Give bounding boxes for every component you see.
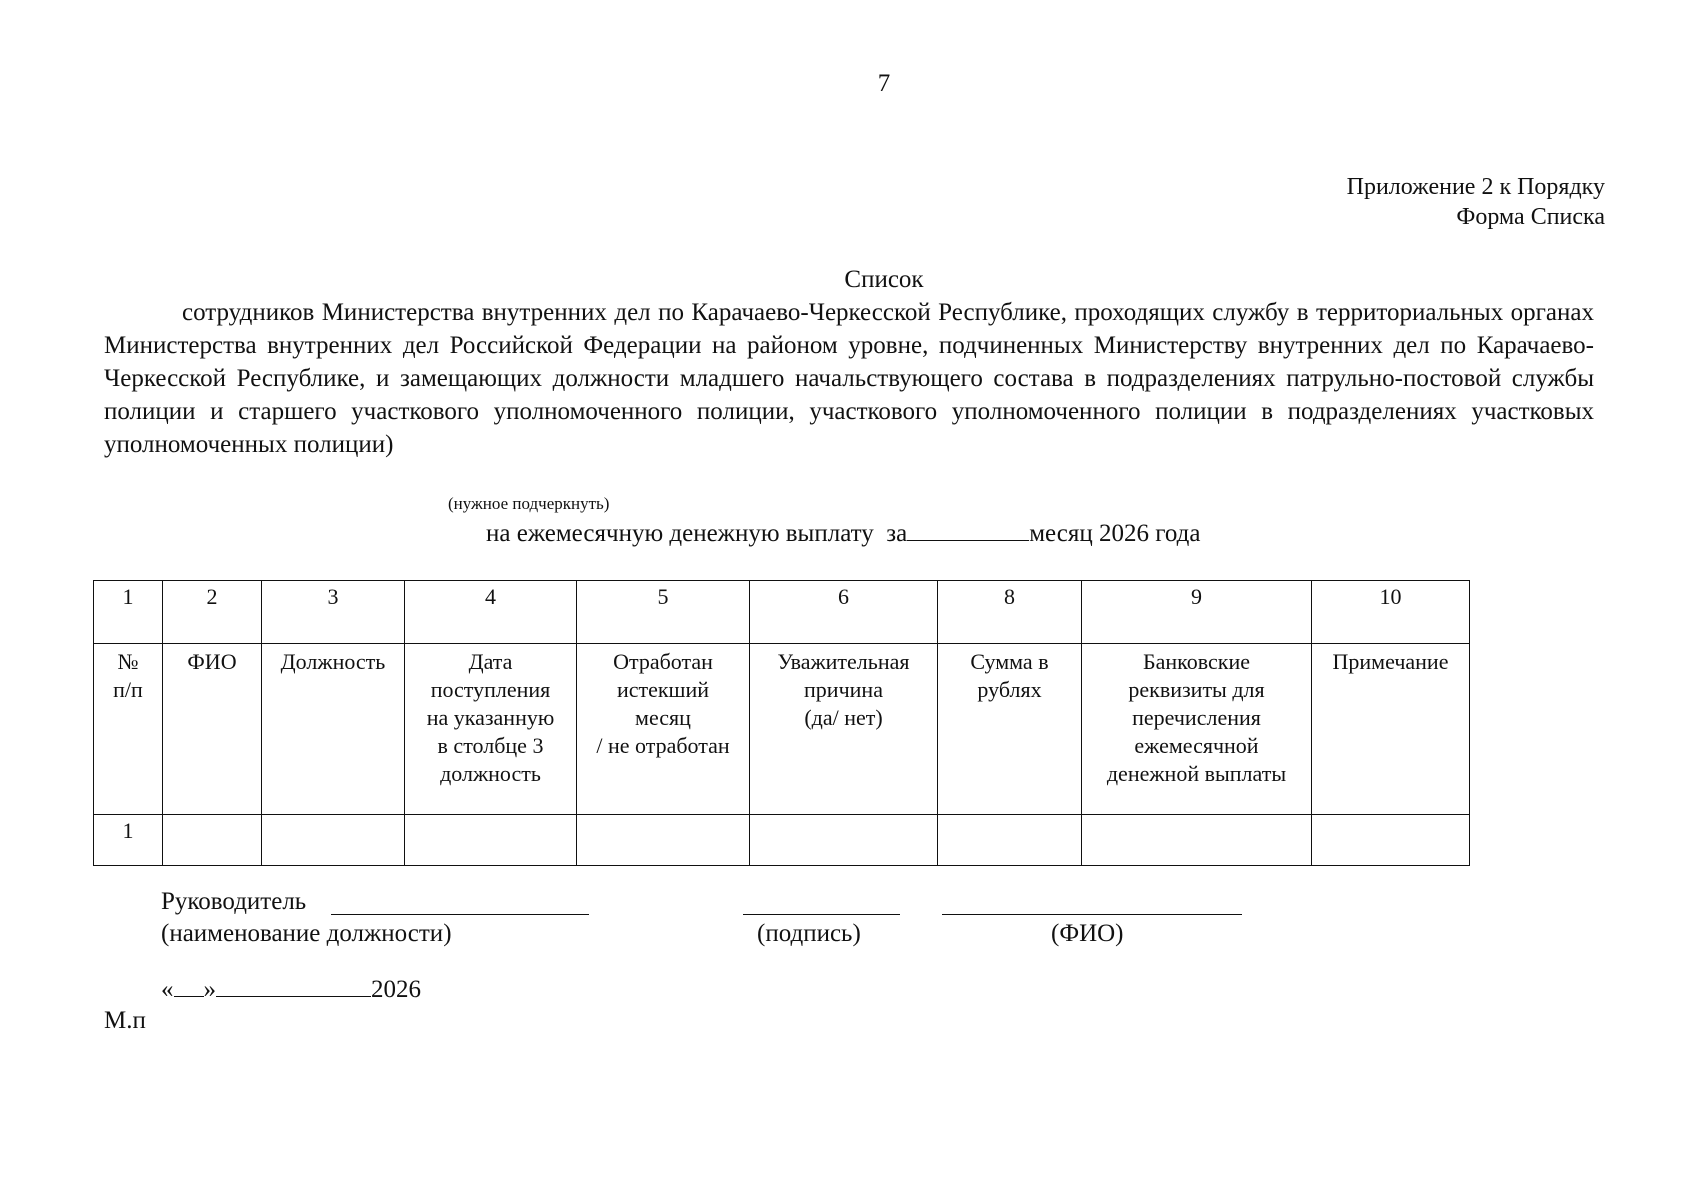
column-header-cell: Дата поступления на указанную в столбце 3 должность xyxy=(405,644,577,815)
column-number-cell: 10 xyxy=(1312,581,1470,644)
appendix-line: Приложение 2 к Порядку xyxy=(1346,174,1605,200)
column-numbers-row xyxy=(94,581,1470,644)
month-blank xyxy=(907,519,1029,541)
document-title: Список xyxy=(844,266,924,293)
signature-line xyxy=(743,914,900,915)
period-prefix: на ежемесячную денежную выплату за xyxy=(486,520,908,547)
appendix-note xyxy=(1347,172,1605,232)
column-header-cell: ФИО xyxy=(163,644,262,815)
column-number-cell: 4 xyxy=(405,581,577,644)
column-headers-row xyxy=(94,644,1470,815)
day-blank xyxy=(174,975,204,997)
column-header-cell: Примечание xyxy=(1312,644,1470,815)
payment-list-table xyxy=(93,580,1470,866)
column-number-cell: 2 xyxy=(163,581,262,644)
name-caption: (ФИО) xyxy=(1051,920,1124,947)
table-cell xyxy=(405,815,577,866)
date-close-quote: » xyxy=(203,976,216,1003)
date-open-quote: « xyxy=(161,976,174,1003)
head-label: Руководитель xyxy=(161,888,307,915)
table-cell xyxy=(938,815,1082,866)
position-caption: (наименование должности) xyxy=(161,920,452,947)
column-number-cell: 5 xyxy=(577,581,750,644)
column-header-cell: Отработан истекший месяц / не отработан xyxy=(577,644,750,815)
column-number-cell: 6 xyxy=(750,581,938,644)
table-cell xyxy=(750,815,938,866)
column-number-cell: 9 xyxy=(1082,581,1312,644)
page-number: 7 xyxy=(877,70,891,97)
column-header-cell: Должность xyxy=(262,644,405,815)
table-cell xyxy=(1312,815,1470,866)
underline-hint: (нужное подчеркнуть) xyxy=(448,494,610,513)
column-header-cell: № п/п xyxy=(94,644,163,815)
period-suffix: месяц 2026 года xyxy=(1029,520,1201,547)
column-number-cell: 1 xyxy=(94,581,163,644)
table-row xyxy=(94,815,1470,866)
table-cell xyxy=(262,815,405,866)
date-line xyxy=(161,975,421,1004)
position-line xyxy=(331,914,589,915)
column-header-cell: Уважительная причина (да/ нет) xyxy=(750,644,938,815)
signature-caption: (подпись) xyxy=(757,920,861,947)
column-number-cell: 8 xyxy=(938,581,1082,644)
table-cell xyxy=(577,815,750,866)
month-year-blank xyxy=(216,975,371,997)
table-cell: 1 xyxy=(94,815,163,866)
name-line xyxy=(942,914,1242,915)
column-header-cell: Банковские реквизиты для перечисления ежемесячной денежной выплаты xyxy=(1082,644,1312,815)
date-year: 2026 xyxy=(371,976,421,1003)
document-subtitle: сотрудников Министерства внутренних дел по Карачаево-Черкесской Республике, проходящих службу в территориальных органах Министерства внутренних дел Российской Федерации на районом уровне, подчиненных Министерству внутренних дел по Карачаево-Черкесской Республике, и замещающих должности младшего начальствующего состава в подразделениях патрульно-постовой службы полиции и старшего участкового уполномоченного полиции, участкового уполномоченного полиции в подразделениях участковых уполномоченных полиции) xyxy=(104,299,1594,458)
stamp-mark: М.п xyxy=(104,1007,146,1034)
column-header-cell: Сумма в рублях xyxy=(938,644,1082,815)
form-type-line: Форма Списка xyxy=(1456,204,1605,230)
period-line xyxy=(486,519,1200,548)
table-cell xyxy=(1082,815,1312,866)
column-number-cell: 3 xyxy=(262,581,405,644)
table-cell xyxy=(163,815,262,866)
